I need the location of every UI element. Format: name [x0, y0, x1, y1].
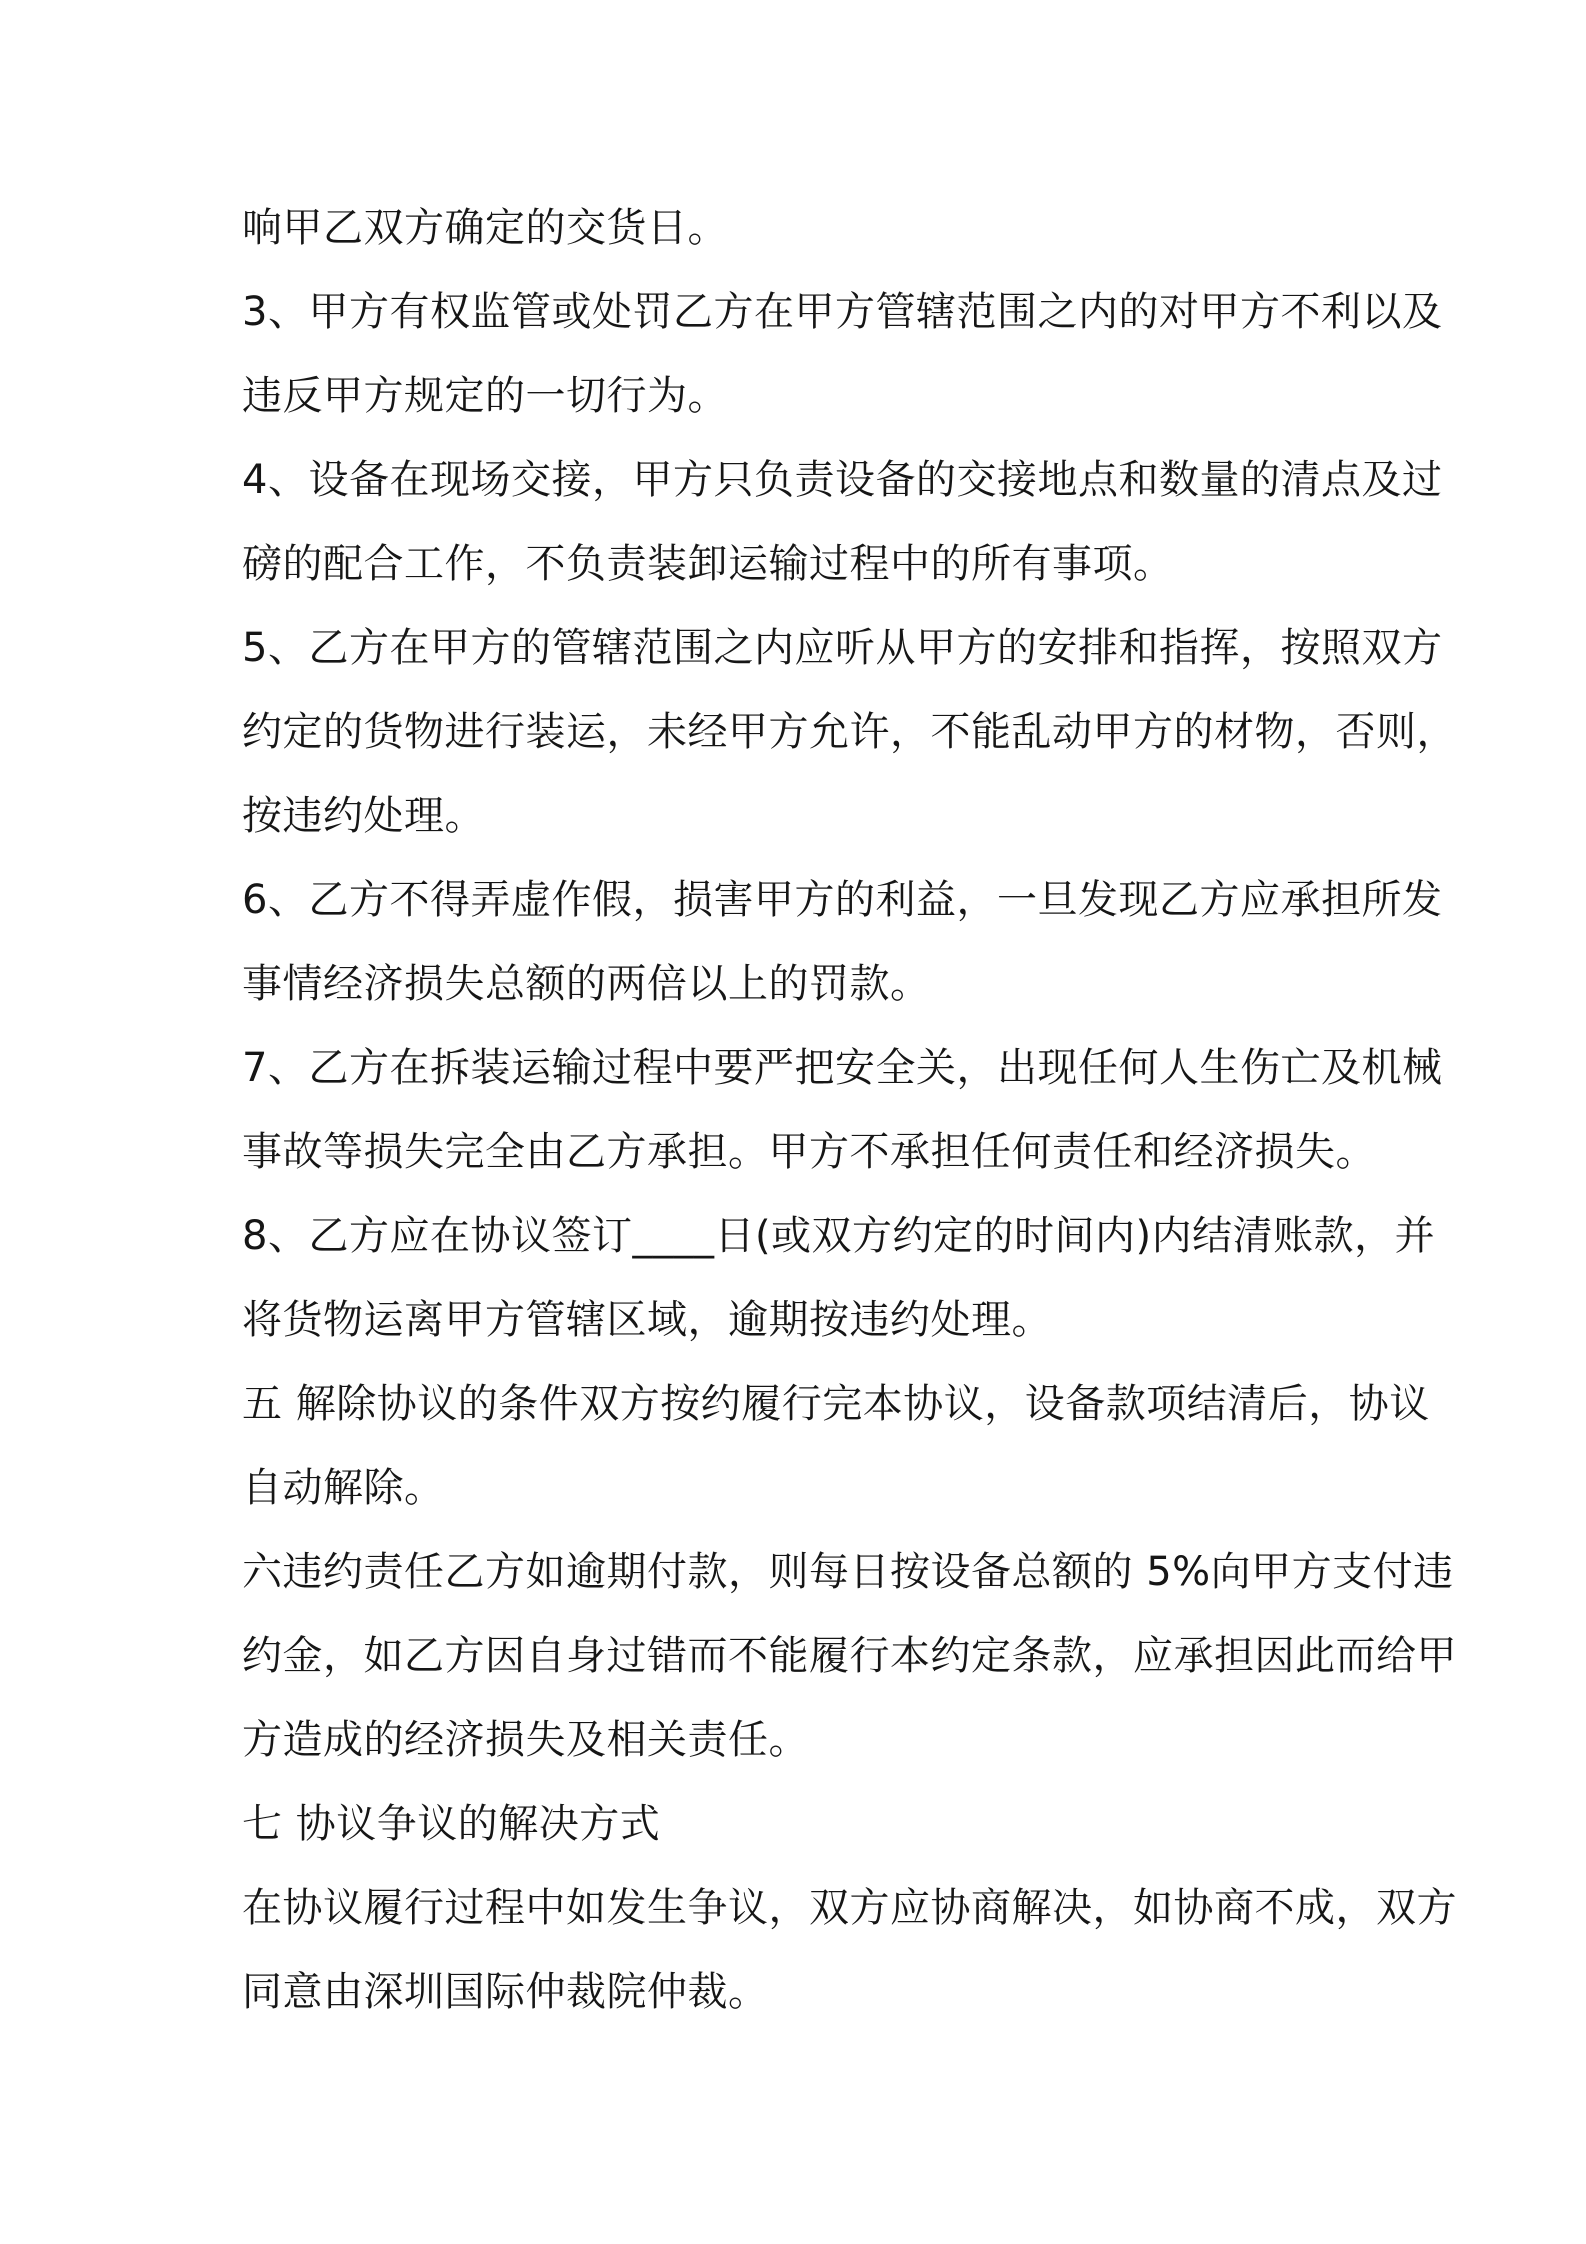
text-line: 6、乙方不得弄虚作假，损害甲方的利益，一旦发现乙方应承担所发 — [242, 877, 1443, 923]
text-line: 约金，如乙方因自身过错而不能履行本约定条款，应承担因此而给甲 — [242, 1633, 1457, 1679]
text-line: 8、乙方应在协议签订____日(或双方约定的时间内)内结清账款，并 — [242, 1213, 1436, 1259]
text-line: 将货物运离甲方管辖区域，逾期按违约处理。 — [242, 1297, 1052, 1343]
text-line: 事情经济损失总额的两倍以上的罚款。 — [242, 961, 931, 1007]
text-line: 自动解除。 — [242, 1465, 445, 1511]
text-line: 按违约处理。 — [242, 793, 485, 839]
text-line: 约定的货物进行装运，未经甲方允许，不能乱动甲方的材物，否则， — [242, 709, 1457, 755]
text-line: 在协议履行过程中如发生争议，双方应协商解决，如协商不成，双方 — [242, 1885, 1457, 1931]
text-line: 六违约责任乙方如逾期付款，则每日按设备总额的 5%向甲方支付违 — [242, 1549, 1454, 1595]
text-line: 方造成的经济损失及相关责任。 — [242, 1717, 809, 1763]
text-line: 七 协议争议的解决方式 — [242, 1801, 661, 1847]
document-body — [242, 186, 1457, 2034]
text-line: 同意由深圳国际仲裁院仲裁。 — [242, 1969, 769, 2015]
text-line: 五 解除协议的条件双方按约履行完本协议，设备款项结清后，协议 — [242, 1381, 1430, 1427]
text-line: 5、乙方在甲方的管辖范围之内应听从甲方的安排和指挥，按照双方 — [242, 625, 1443, 671]
text-line: 3、甲方有权监管或处罚乙方在甲方管辖范围之内的对甲方不利以及 — [242, 289, 1443, 335]
text-line: 磅的配合工作，不负责装卸运输过程中的所有事项。 — [242, 541, 1174, 587]
text-line: 7、乙方在拆装运输过程中要严把安全关，出现任何人生伤亡及机械 — [242, 1045, 1443, 1091]
text-line: 违反甲方规定的一切行为。 — [242, 373, 728, 419]
text-line: 事故等损失完全由乙方承担。甲方不承担任何责任和经济损失。 — [242, 1129, 1376, 1175]
text-line: 响甲乙双方确定的交货日。 — [242, 205, 728, 251]
text-line: 4、设备在现场交接，甲方只负责设备的交接地点和数量的清点及过 — [242, 457, 1443, 503]
